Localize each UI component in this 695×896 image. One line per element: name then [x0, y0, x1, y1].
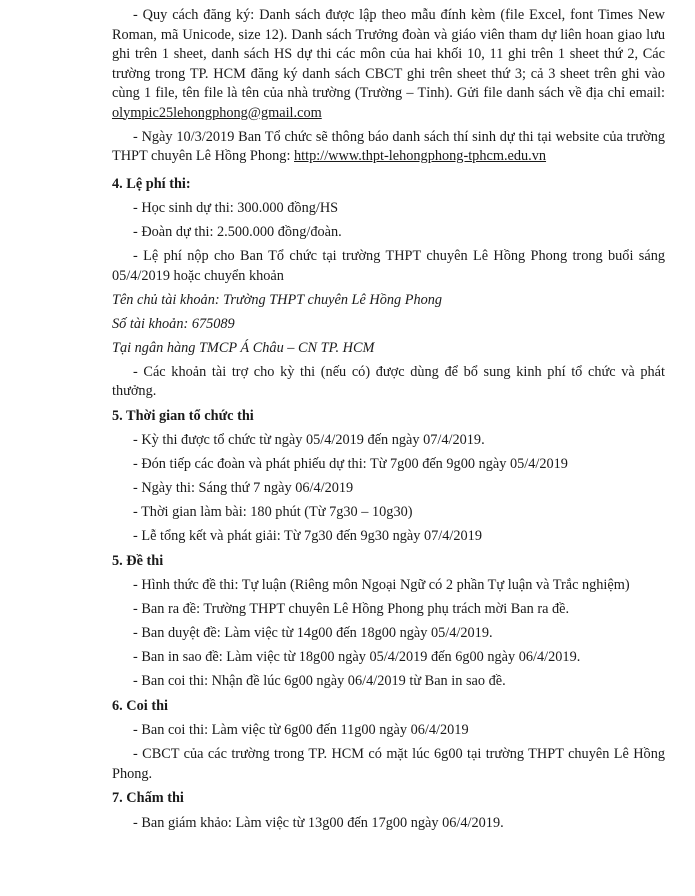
schedule-item: - Kỳ thi được tổ chức từ ngày 05/4/2019 đến ngày 07/4/2019. [133, 432, 485, 448]
bank-name: Tại ngân hàng TMCP Á Châu – CN TP. HCM [112, 339, 375, 356]
proctor-item: - Ban coi thi: Làm việc từ 6g00 đến 11g00 ngày 06/4/2019 [133, 722, 469, 738]
schedule-item: - Ngày thi: Sáng thứ 7 ngày 06/4/2019 [133, 480, 354, 496]
schedule-item: - Đón tiếp các đoàn và phát phiếu dự thi: Từ 7g00 đến 9g00 ngày 05/4/2019 [133, 456, 568, 472]
proctor-item: - CBCT của các trường trong TP. HCM có mặt lúc 6g00 tại trường THPT chuyên Lê Hồng Phong. [112, 746, 665, 782]
fee-team: - Đoàn dự thi: 2.500.000 đồng/đoàn. [133, 224, 342, 240]
exam-heading: 5. Đề thi [112, 552, 164, 569]
schedule-item: - Lễ tổng kết và phát giải: Từ 7g30 đến 9g30 ngày 07/4/2019 [133, 528, 482, 544]
fee-sponsor: - Các khoản tài trợ cho kỳ thi (nếu có) được dùng để bổ sung kinh phí tổ chức và phát thưởng. [112, 363, 665, 399]
schedule-heading: 5. Thời gian tổ chức thi [112, 407, 254, 424]
account-name: Tên chủ tài khoản: Trường THPT chuyên Lê Hồng Phong [112, 291, 443, 308]
grading-heading: 7. Chấm thi [112, 790, 184, 806]
contact-email-link[interactable]: olympic25lehongphong@gmail.com [112, 104, 322, 121]
exam-item: - Hình thức đề thi: Tự luận (Riêng môn Ngoại Ngữ có 2 phần Tự luận và Trắc nghiệm) [133, 577, 630, 593]
announcement-paragraph [112, 128, 665, 167]
exam-item: - Ban in sao đề: Làm việc từ 18g00 ngày 05/4/2019 đến 6g00 ngày 06/4/2019. [133, 649, 581, 665]
registration-format-text: - Quy cách đăng ký: Danh sách được lập theo mẫu đính kèm (file Excel, font Times New Roman, mã Unicode, size 12). Danh sách Trưởng đoàn và giáo viên tham dự liên hoan giao lưu ghi trên 1 sheet, danh sách HS dự thi các môn của hai khối 10, 11 ghi trên 1 sheet thứ 2, Các trường trong TP. HCM đăng ký danh sách CBCT ghi trên sheet thứ 3; cả 3 sheet trên ghi vào cùng 1 file, tên file là tên của nhà trường (Trường – Tỉnh). Gửi file danh sách về địa chỉ email: [112, 7, 665, 101]
fees-heading: 4. Lệ phí thi: [112, 175, 191, 192]
fee-student: - Học sinh dự thi: 300.000 đồng/HS [133, 200, 339, 216]
announcement-text: - Ngày 10/3/2019 Ban Tổ chức sẽ thông báo danh sách thí sinh dự thi tại website của trường THPT chuyên Lê Hồng Phong: [112, 128, 665, 164]
grading-item: - Ban giám khảo: Làm việc từ 13g00 đến 17g00 ngày 06/4/2019. [133, 814, 504, 831]
exam-item: - Ban duyệt đề: Làm việc từ 14g00 đến 18g00 ngày 05/4/2019. [133, 625, 493, 641]
proctor-heading: 6. Coi thi [112, 697, 169, 714]
exam-item: - Ban coi thi: Nhận đề lúc 6g00 ngày 06/4/2019 từ Ban in sao đề. [133, 673, 506, 689]
schedule-item: - Thời gian làm bài: 180 phút (Từ 7g30 – 10g30) [133, 504, 413, 520]
account-number: Số tài khoản: 675089 [112, 315, 235, 332]
registration-format-paragraph [112, 6, 665, 123]
exam-item: - Ban ra đề: Trường THPT chuyên Lê Hồng Phong phụ trách mời Ban ra đề. [133, 601, 570, 617]
fee-payment: - Lệ phí nộp cho Ban Tổ chức tại trường THPT chuyên Lê Hồng Phong trong buổi sáng 05/4/2019 hoặc chuyển khoản [112, 248, 665, 284]
school-website-link[interactable]: http://www.thpt-lehongphong-tphcm.edu.vn [294, 148, 547, 164]
